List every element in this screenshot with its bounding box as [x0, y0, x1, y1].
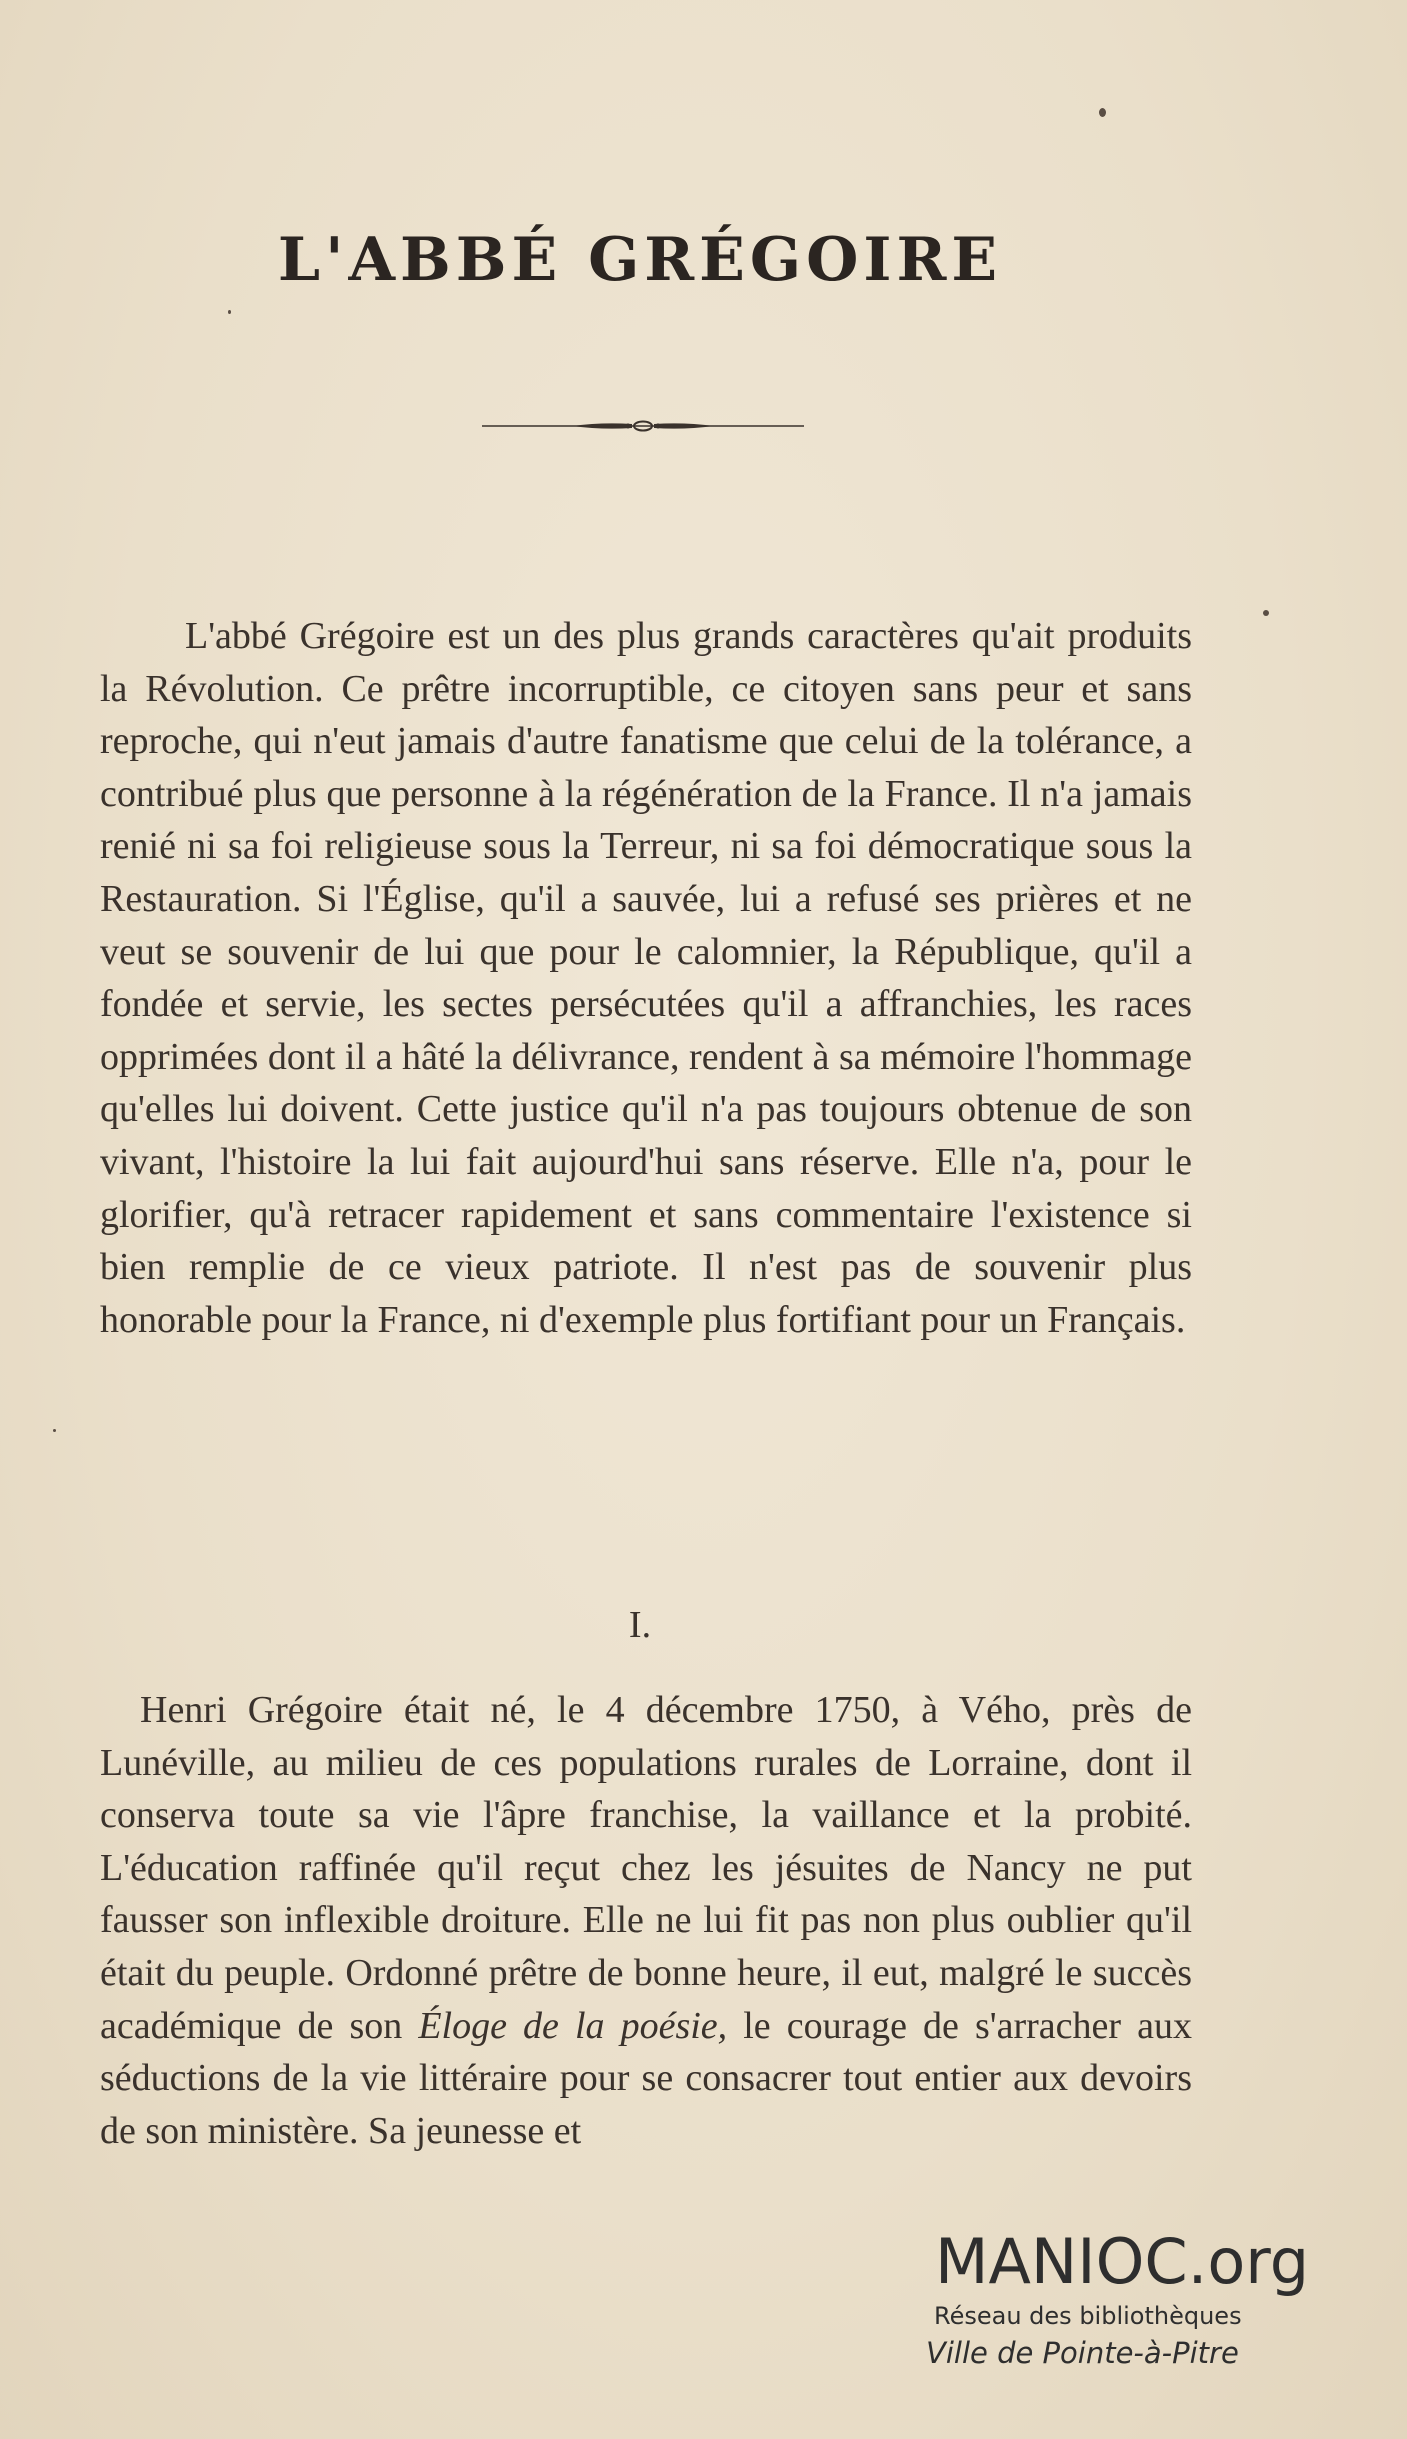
library-city-label: Ville de Pointe-à-Pitre [926, 2336, 1239, 2370]
paper-speck [1099, 108, 1106, 117]
work-title: Éloge de la poésie, [418, 2004, 728, 2047]
biography-text-end: le courage de s'arracher aux séductions de la vie littéraire pour se consacrer tout entier aux devoirs de son ministère. Sa jeunesse et [100, 2004, 1192, 2152]
paper-speck [228, 310, 231, 314]
paper-speck [53, 1429, 56, 1432]
intro-paragraph: L'abbé Grégoire est un des plus grands caractères qu'ait produits la Révolution. Ce prêtre incorruptible, ce citoyen sans peur et sans reproche, qui n'eut jamais d'autre fanatisme que celui de la tolérance, a contribué plus que personne à la régénération de la France. Il n'a jamais renié ni sa foi religieuse sous la Terreur, ni sa foi démocratique sous la Restauration. Si l'Église, qu'il a sauvée, lui a refusé ses prières et ne veut se souvenir de lui que pour le calomnier, la République, qu'il a fondée et servie, les sectes persécutées qu'il a affranchies, les races opprimées dont il a hâté la délivrance, rendent à sa mémoire l'hommage qu'elles lui doivent. Cette justice qu'il n'a pas toujours obtenue de son vivant, l'histoire la lui fait aujourd'hui sans réserve. Elle n'a, pour le glorifier, qu'à retracer rapidement et sans commentaire l'existence si bien remplie de ce vieux patriote. Il n'est pas de souvenir plus honorable pour la France, ni d'exemple plus fortifiant pour un Français. [100, 615, 1192, 1341]
paper-speck [1263, 610, 1269, 616]
manioc-logo [935, 2225, 1375, 2297]
svg-text:MANIOC.org: MANIOC.org [935, 2225, 1310, 2297]
biography-paragraph [100, 1684, 1192, 2157]
library-network-label: Réseau des bibliothèques [934, 2302, 1242, 2330]
section-number: I. [628, 1604, 652, 1646]
biography-text-start: Henri Grégoire était né, le 4 décembre 1750, à Vého, près de Lunéville, au milieu de ces populations rurales de Lorraine, dont il conserva toute sa vie l'âpre franchise, la vaillance et la probité. L'éducation raffinée qu'il reçut chez les jésuites de Nancy ne put fausser son inflexible droiture. Elle ne lui fit pas non plus oublier qu'il était du peuple. Ordonné prêtre de bonne heure, il eut, malgré le succès académique de son [100, 1689, 1192, 2047]
page-title: L'ABBÉ GRÉGOIRE [277, 225, 1003, 295]
title-ornament [482, 418, 804, 434]
